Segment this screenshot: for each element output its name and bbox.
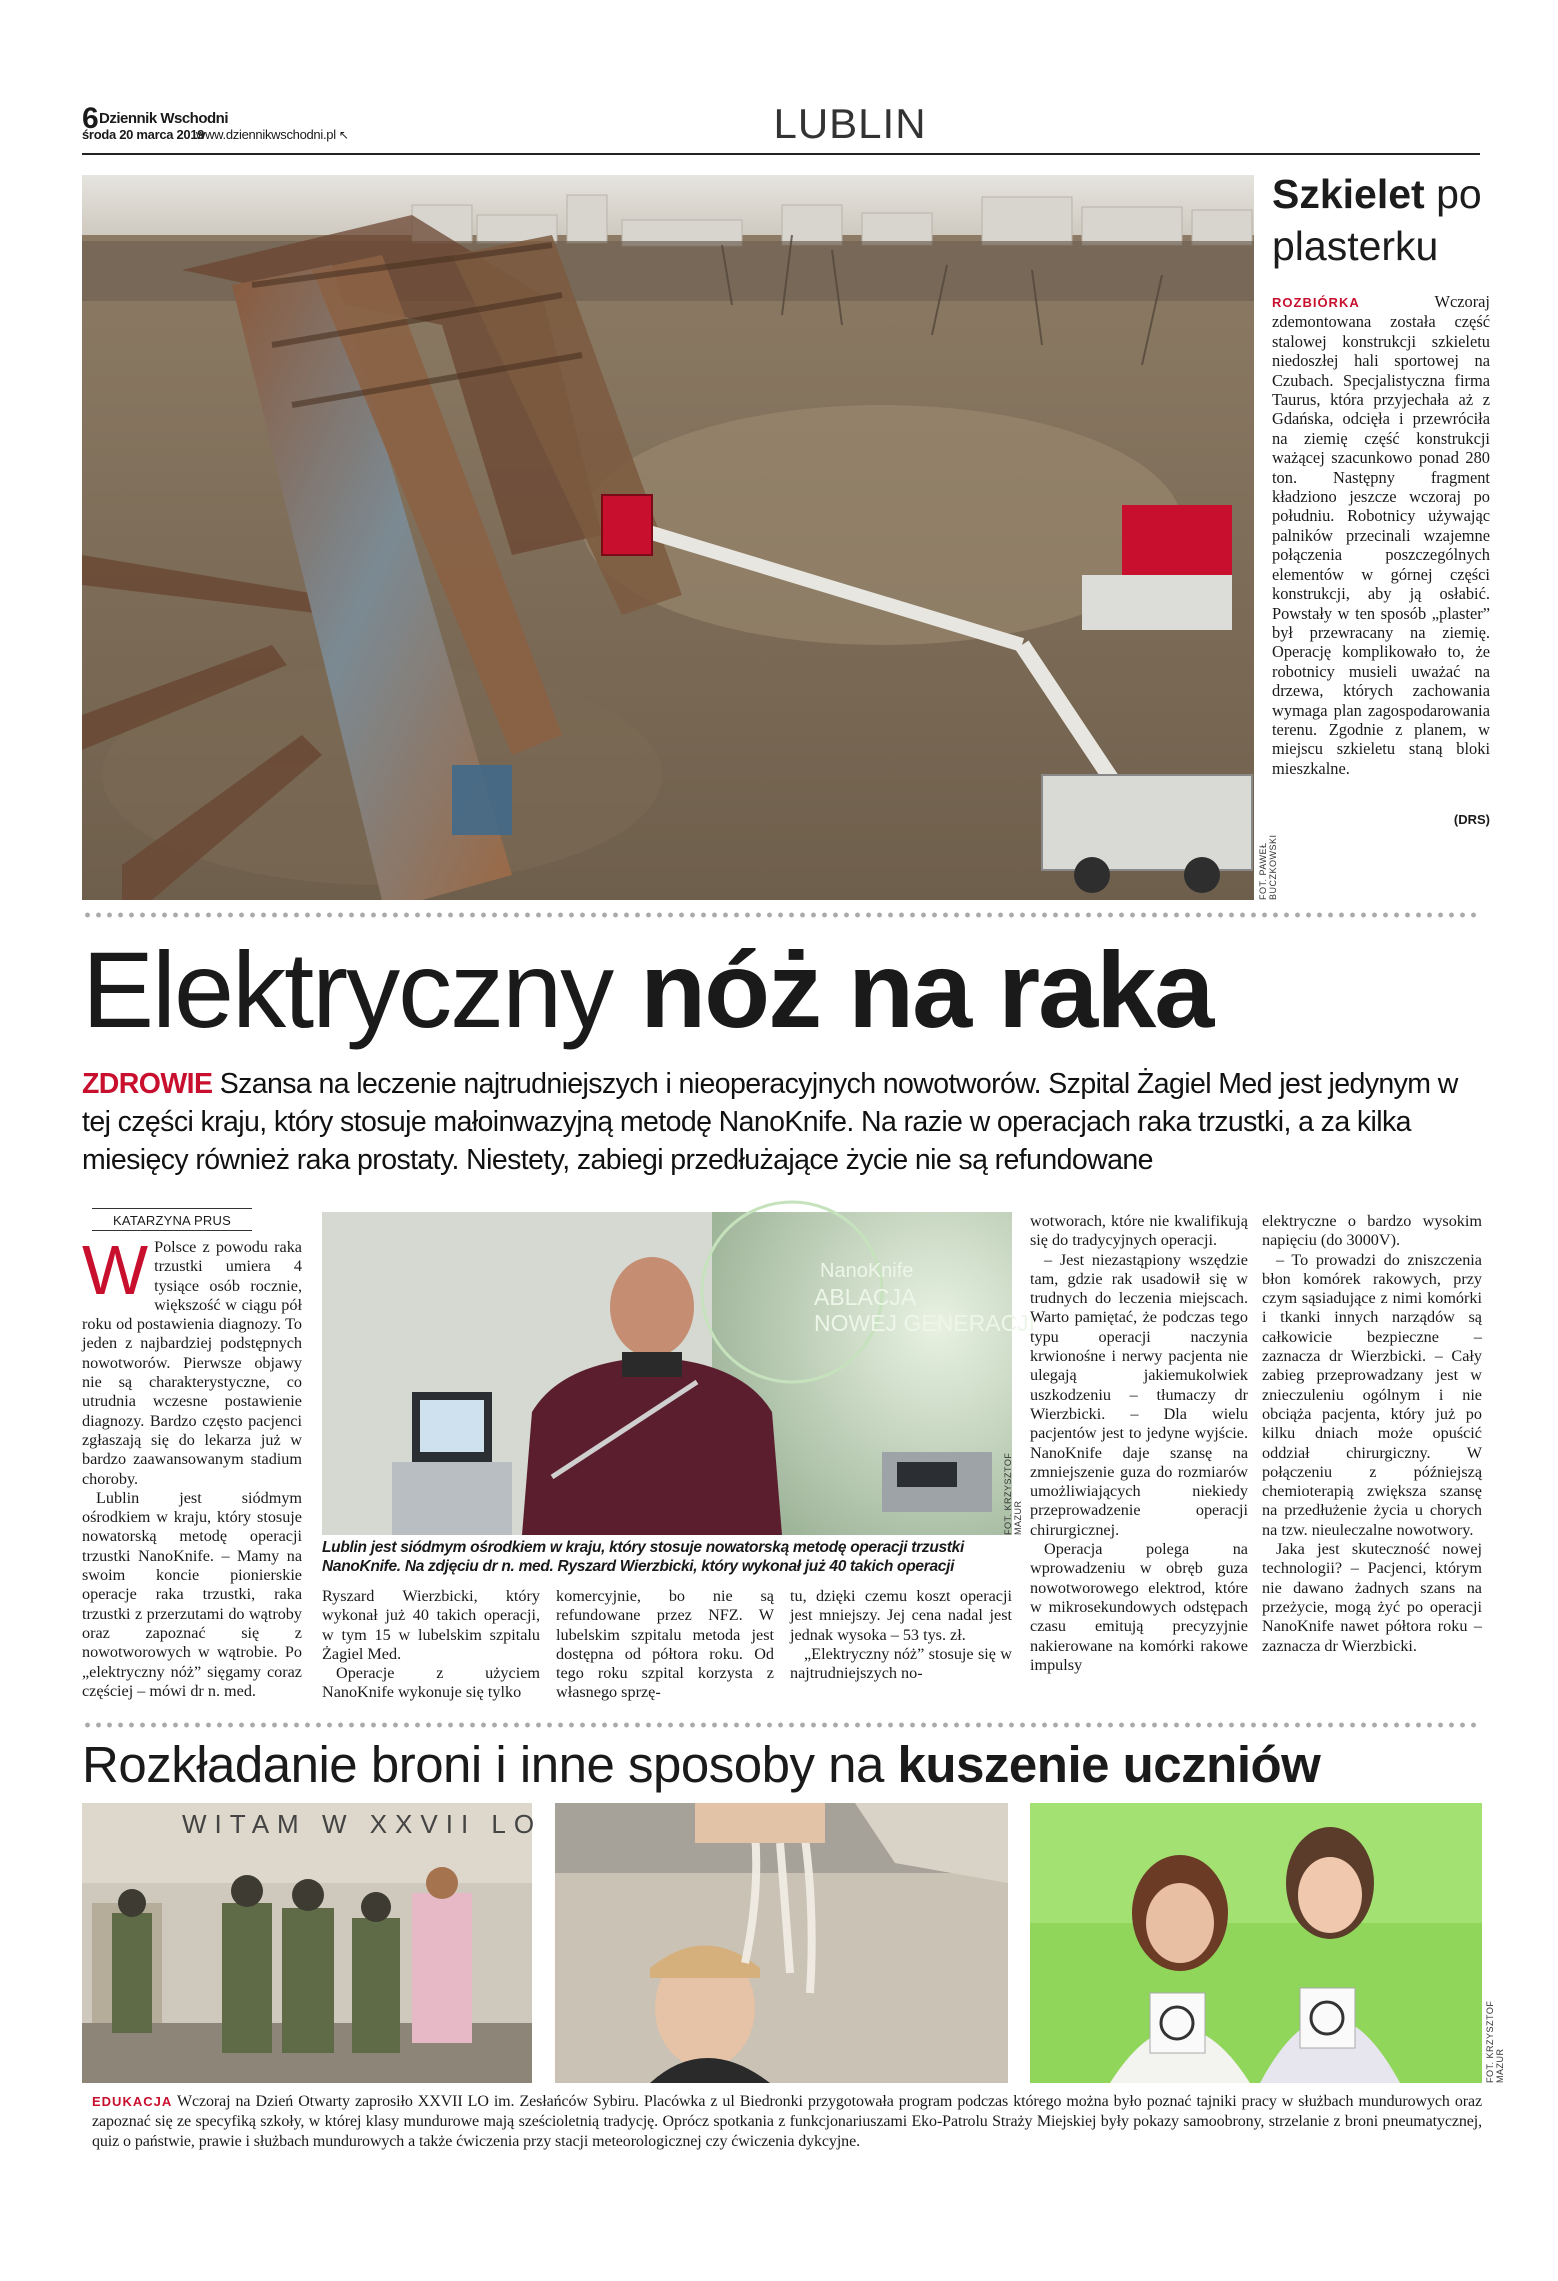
students-illustration [1030,1803,1482,2083]
photo-credit-edu: FOT. KRZYSZTOF MAZUR [1485,2000,1505,2083]
main-headline-bold: nóż na raka [640,929,1213,1050]
byline-rule [92,1208,252,1209]
col2-text: Ryszard Wierzbicki, który wykonał już 40 takich operacji, w tym 15 w lubelskim szpitalu Żagiel Med. [322,1587,540,1663]
paper-name: Dziennik Wschodni [99,110,229,127]
banner-line-1: ABLACJA [814,1284,917,1310]
article-col-1 [82,1231,302,1701]
edu-caption [92,2092,1482,2152]
edu-photo-soldiers [82,1803,543,2083]
site-url[interactable] [196,127,349,142]
col6-p3: Jaka jest skuteczność nowej technologii? – Pacjenci, którym nie dawano żadnych szans na przeżycie, mogą żyć po operacji NanoKnife nawet półtora roku – zaznacza dr Wierzbicki. [1262,1540,1482,1655]
page-number: 6 [82,102,99,135]
edu-photo-students [1030,1803,1482,2083]
col2-p2: Operacje z użyciem NanoKnife wykonuje się tylko [322,1664,540,1702]
main-lead-kicker: ZDROWIE [82,1068,213,1100]
edu-photo-experiment [555,1803,1008,2083]
col1-p1: Polsce z powodu raka trzustki umiera 4 tysiące osób rocznie, większość w ciągu pół roku od postawienia diagnozy. To jeden z najbardziej podstępnych nowotworów. Pierwsze objawy nie są charakterystyczne, co utrudnia wczesne postawienie diagnozy. Bardzo często pacjenci zgłaszają się do lekarza już w bardzo zaawansowanym stadium choroby. [82,1238,302,1488]
col5-p2: – Jest niezastąpiony wszędzie tam, gdzie rak usadowił się w trudnych do leczenia miejscach. Warto pamiętać, że podczas tego typu operacji naczynia krwionośne i nerwy pacjenta nie ulegają jakiemukolwiek uszkodzeniu – tłumaczy dr Wierzbicki. – Dla wielu pacjentów jest to jedyne wyjście. NanoKnife daje szansę na zmniejszenie guza do rozmiarów umożliwiających niekiedy przeprowadzenie operacji chirurgicznej. [1030,1250,1248,1539]
photo-credit-doctor: FOT. KRZYSZTOF MAZUR [1003,1452,1023,1535]
edu-headline-bold: kuszenie uczniów [897,1736,1321,1793]
dotted-separator [82,912,1482,918]
dropcap: W [82,1231,149,1309]
banner-title: NanoKnife [820,1260,914,1282]
main-lead [82,1065,1482,1179]
side-kicker: ROZBIÓRKA [1272,295,1360,310]
photo-credit-top: FOT. PAWEŁ BUCZKOWSKI [1258,834,1278,900]
soldiers-illustration [82,1803,532,2083]
side-body-text: Wczoraj zdemontowana została część stalowej konstrukcji szkieletu niedoszłej hali sportowej na Czubach. Specjalistyczna firma Taurus, która przyjechała aż z Gdańska, odcięła i przewróciła na ziemię część konstrukcji ważącej szacunkowo ponad 280 ton. Następny fragment kładziono jeszcze wczoraj po południu. Robotnicy używając palników przecinali wzajemne połączenia poszczególnych elementów w górnej części konstrukcji, aby ją osłabić. Powstały w ten sposób „plaster” był przewracany na ziemię. Operację komplikowało to, że robotnicy musieli uważać na drzewa, których zachowania wymaga plan zagospodarowania terenu. Zgodnie z planem, w miejscu szkieletu staną bloki mieszkalne. [1272,292,1490,778]
col3-text: komercyjnie, bo nie są refundowane przez NFZ. W lubelskim szpitalu metoda jest dostępna od półtora roku. Od tego roku szpital korzysta z własnego sprzę- [556,1587,774,1702]
side-title-rest: po plasterku [1272,171,1482,269]
edu-kicker: EDUKACJA [92,2094,173,2109]
side-story-title [1272,168,1492,272]
dotted-separator-2 [82,1722,1482,1728]
demolition-illustration [82,175,1254,900]
demolition-photo [82,175,1254,900]
main-headline-light: Elektryczny [82,929,613,1050]
header-rule [82,153,1480,155]
article-col-5 [1030,1212,1248,1675]
section-title: LUBLIN [773,100,927,147]
col4-p1: tu, dzięki czemu koszt operacji jest mniejszy. Jej cena nadal jest jednak wysoka – 53 tys. zł. [790,1587,1012,1644]
article-col-3 [556,1587,774,1703]
col6-p1: elektryczne o bardzo wysokim napięciu (do 3000V). [1262,1212,1482,1250]
main-headline [82,930,1212,1050]
col5-p3: Operacja polega na wprowadzeniu w obręb guza nowotworowego elektrod, które w mikrosekundowych odstępach czasu emitują precyzyjnie nakierowane na komórki rakowe impulsy [1030,1540,1248,1674]
edu-headline-light: Rozkładanie broni i inne sposoby na [82,1736,884,1793]
main-lead-text: Szansa na leczenie najtrudniejszych i nieoperacyjnych nowotworów. Szpital Żagiel Med jest jedynym w tej części kraju, który stosuje małoinwazyjną metodę NanoKnife. Na razie w operacjach raka trzustki, a za kilka miesięcy również raka prostaty. Niestety, zabiegi przedłużające życie nie są refundowane [82,1068,1458,1176]
issue-date: środa 20 marca 2019 [82,127,205,142]
school-banner: WITAM W XXVII LO [182,1809,543,1839]
byline: KATARZYNA PRUS [92,1213,252,1231]
side-signature: (DRS) [1453,812,1490,827]
article-col-2 [322,1587,540,1703]
experiment-illustration [555,1803,1008,2083]
side-story-body [1272,292,1490,778]
banner-line-2: NOWEJ GENERACJI [814,1310,1036,1336]
col1-p2: Lublin jest siódmym ośrodkiem w kraju, który stosuje nowatorską metodę operacji trzustki NanoKnife. – Mamy na swoim koncie pionierskie operacje raka trzustki, raka trzustki z przerzutami do wątroby oraz zapoznać się z nowotworowych w wątrobie. Po „elektryczny nóż” sięgamy coraz częściej – mówi dr n. med. [82,1488,302,1700]
col4-p2: „Elektryczny nóż” stosuje się w najtrudniejszych no- [790,1644,1012,1683]
site-url-text[interactable]: www.dziennikwschodni.pl [196,127,336,142]
col6-p2: – To prowadzi do zniszczenia błon komórek rakowych, przy czym sąsiadujące z nimi komórki i tkanki innych narządów są całkowicie bezpieczne – zaznacza dr Wierzbicki. – Cały zabieg przeprowadzany jest w znieczuleniu ogólnym i nie obciąża pacjenta, który już po kilku dniach może opuścić oddział chirurgiczny. W połączeniu z późniejszą chemioterapią zwiększa szansę na przedłużenie życia u chorych na tzw. nieuleczalne nowotwory. [1262,1250,1482,1539]
side-title-bold: Szkielet [1272,171,1425,217]
article-col-6 [1262,1212,1482,1656]
col5-p1: wotworach, które nie kwalifikują się do tradycyjnych operacji. [1030,1212,1248,1250]
edu-headline [82,1735,1320,1795]
doctor-photo-caption: Lublin jest siódmym ośrodkiem w kraju, który stosuje nowatorską metodę operacji trzustki NanoKnife. Na zdjęciu dr n. med. Ryszard Wierzbicki, który wykonał już 40 takich operacji [322,1539,964,1575]
edu-caption-text: Wczoraj na Dzień Otwarty zaprosiło XXVII LO im. Zesłańców Sybiru. Placówka z ul Biedronki przygotowała program podczas którego można było poznać tajniki pracy w służbach mundurowych oraz zapoznać się ze specyfiką szkoły, w której klasy mundurowe mają sześcioletnią tradycję. Oprócz spotkania z funkcjonariuszami Eko-Patrolu Straży Miejskiej były pokazy samoobrony, strzelanie z broni pneumatycznej, quiz o państwie, prawie i służbach mundurowych a także ćwiczenia przy stacji meteorologicznej czy ćwiczenia dykcyjne. [92,2093,1482,2150]
cursor-icon: ↖ [335,128,349,142]
article-col-4 [790,1587,1012,1683]
